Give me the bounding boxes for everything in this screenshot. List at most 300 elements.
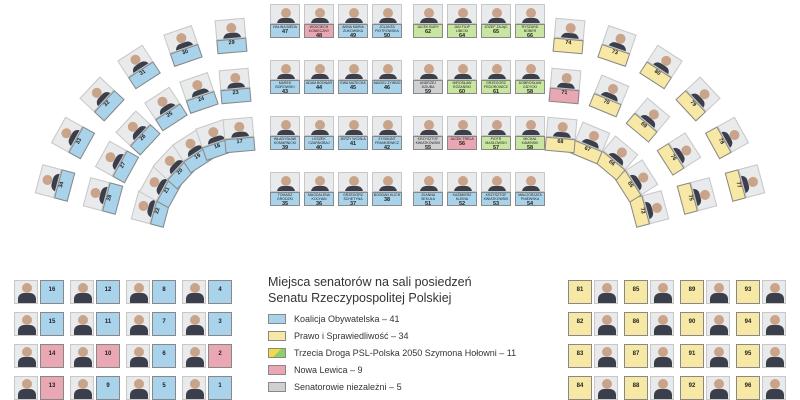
- legend-label: Senatorowie niezależni – 5: [294, 382, 402, 392]
- senator-photo: [447, 60, 477, 80]
- seat-number: 78: [716, 137, 725, 146]
- senator-photo: [304, 4, 334, 24]
- senator-seat-80: [639, 45, 683, 90]
- portrait-body: [186, 325, 204, 336]
- senator-seat-61: [481, 60, 511, 94]
- senator-photo: [594, 312, 618, 336]
- seat-number: 90: [688, 319, 696, 325]
- senator-seat-8: [126, 280, 176, 304]
- portrait-head: [281, 64, 291, 74]
- senator-seat-37: [338, 172, 368, 206]
- portrait-body: [710, 389, 728, 400]
- portrait-head: [281, 120, 291, 130]
- portrait-body: [654, 357, 672, 368]
- senator-photo: [515, 172, 545, 192]
- portrait-body: [710, 357, 728, 368]
- senator-name: WOJCIECH KONIECZNY: [308, 25, 330, 33]
- seat-number: 80: [652, 68, 662, 78]
- senator-photo: [70, 312, 94, 336]
- portrait-head: [349, 64, 359, 74]
- senator-seat-15: [14, 312, 64, 336]
- seat-label: [481, 24, 511, 38]
- senator-seat-46: [372, 60, 402, 94]
- senator-seat-68: [544, 117, 577, 153]
- seat-number: 92: [688, 383, 696, 389]
- senator-seat-11: [70, 312, 120, 336]
- senator-seat-16: [14, 280, 64, 304]
- senator-name: GRZEGORZ FEDOROWICZ: [484, 81, 508, 89]
- senator-seat-2: [182, 344, 232, 368]
- senator-seat-90: [680, 312, 730, 336]
- seat-number: 5: [162, 383, 166, 389]
- seat-number: 96: [744, 383, 752, 389]
- portrait-body: [766, 325, 784, 336]
- seat-number: 4: [218, 287, 222, 293]
- senator-name: MICHAŁ KAMIŃSKI: [521, 137, 539, 145]
- senator-photo: [762, 344, 786, 368]
- portrait-head: [458, 176, 468, 186]
- seat-label: [208, 280, 232, 304]
- senator-seat-51: [413, 172, 443, 206]
- seat-label: [152, 280, 176, 304]
- senator-seat-52: [447, 172, 477, 206]
- seat-number: 56: [458, 141, 466, 147]
- seat-label: [338, 192, 368, 206]
- seat-number: 41: [349, 141, 357, 147]
- seat-label: [96, 376, 120, 400]
- senator-seat-24: [179, 72, 218, 114]
- seat-label: [304, 80, 334, 94]
- title-line-2: Senatu Rzeczypospolitej Polskiej: [268, 291, 452, 305]
- seat-label: [549, 87, 580, 104]
- seat-label: [270, 24, 300, 38]
- senator-seat-70: [589, 75, 630, 118]
- senator-seat-76: [656, 133, 701, 177]
- senator-seat-58: [515, 60, 545, 94]
- seat-number: 44: [315, 85, 323, 91]
- senator-photo: [218, 67, 250, 90]
- seat-number: 95: [744, 351, 752, 357]
- portrait-head: [770, 379, 780, 389]
- senator-photo: [413, 60, 443, 80]
- seat-number: 65: [492, 29, 500, 35]
- senator-seat-88: [624, 376, 674, 400]
- senator-photo: [182, 280, 206, 304]
- portrait-head: [134, 315, 144, 325]
- legend-swatch: [268, 382, 286, 392]
- senator-seat-55: [413, 116, 443, 150]
- seat-number: 48: [315, 33, 323, 38]
- portrait-head: [281, 8, 291, 18]
- seat-label: [624, 376, 648, 400]
- portrait-body: [74, 325, 92, 336]
- senator-photo: [70, 280, 94, 304]
- portrait-head: [526, 64, 536, 74]
- senator-photo: [270, 116, 300, 136]
- seat-label: [225, 137, 256, 154]
- senator-seat-14: [14, 344, 64, 368]
- portrait-head: [770, 283, 780, 293]
- seat-number: 47: [281, 29, 289, 35]
- senator-seat-66: [515, 4, 545, 38]
- senator-photo: [338, 4, 368, 24]
- seat-label: [304, 192, 334, 206]
- senator-photo: [372, 4, 402, 24]
- senator-seat-54: [515, 172, 545, 206]
- seat-number: 10: [104, 351, 112, 357]
- portrait-body: [18, 357, 36, 368]
- seat-label: [624, 312, 648, 336]
- senator-seat-94: [736, 312, 786, 336]
- seat-number: 79: [688, 99, 698, 108]
- portrait-head: [134, 283, 144, 293]
- seat-number: 36: [315, 201, 323, 206]
- seat-number: 74: [565, 39, 573, 46]
- portrait-head: [526, 176, 536, 186]
- seat-number: 14: [48, 351, 56, 357]
- senator-seat-79: [676, 76, 721, 121]
- senator-photo: [126, 376, 150, 400]
- seat-number: 27: [118, 161, 128, 170]
- senator-photo: [650, 280, 674, 304]
- senator-name: MACIEJ ŻYWNO: [373, 81, 401, 85]
- senator-seat-74: [553, 18, 586, 54]
- seat-label: [447, 24, 477, 38]
- senator-photo: [481, 60, 511, 80]
- portrait-head: [22, 379, 32, 389]
- seat-label: [447, 192, 477, 206]
- senator-seat-47: [270, 4, 300, 38]
- portrait-body: [74, 357, 92, 368]
- senator-seat-12: [70, 280, 120, 304]
- senator-photo: [126, 280, 150, 304]
- senator-seat-92: [680, 376, 730, 400]
- portrait-body: [130, 325, 148, 336]
- seat-number: 42: [383, 145, 391, 150]
- portrait-head: [349, 8, 359, 18]
- seat-number: 50: [383, 33, 391, 38]
- senator-seat-83: [568, 344, 618, 368]
- seat-number: 1: [218, 383, 222, 389]
- senator-photo: [372, 60, 402, 80]
- seat-label: [304, 24, 334, 38]
- seat-number: 3: [218, 319, 222, 325]
- senator-seat-62: [413, 4, 443, 38]
- portrait-body: [766, 293, 784, 304]
- portrait-head: [281, 176, 291, 186]
- portrait-head: [190, 315, 200, 325]
- senator-name: ADAM BODNAR: [305, 81, 333, 85]
- seat-number: 67: [583, 145, 592, 154]
- senator-name: JÓZEF ZAJĄC: [484, 25, 508, 29]
- portrait-head: [349, 120, 359, 130]
- senator-photo: [270, 4, 300, 24]
- seat-number: 12: [104, 287, 112, 293]
- senator-seat-50: [372, 4, 402, 38]
- legend-label: Prawo i Sprawiedliwość – 34: [294, 331, 409, 341]
- senator-seat-4: [182, 280, 232, 304]
- seat-number: 49: [349, 33, 357, 38]
- seat-number: 29: [227, 39, 235, 46]
- senator-seat-45: [338, 60, 368, 94]
- portrait-body: [598, 357, 616, 368]
- senator-name: KRZYSZTOF KWIATKOWSKI: [415, 137, 441, 145]
- seat-label: [544, 137, 575, 154]
- legend-swatch: [268, 365, 286, 375]
- senator-seat-3: [182, 312, 232, 336]
- seat-label: [447, 80, 477, 94]
- senator-name: MAREK BOROWSKI: [275, 81, 295, 89]
- seat-number: 87: [632, 351, 640, 357]
- seat-number: 23: [232, 89, 239, 96]
- seat-label: [624, 280, 648, 304]
- portrait-head: [602, 315, 612, 325]
- seat-label: [736, 344, 760, 368]
- seat-label: [736, 280, 760, 304]
- seat-number: 53: [492, 201, 500, 206]
- seat-label: [96, 280, 120, 304]
- seat-label: [736, 312, 760, 336]
- senator-seat-53: [481, 172, 511, 206]
- seat-label: [680, 344, 704, 368]
- senator-seat-6: [126, 344, 176, 368]
- portrait-head: [190, 379, 200, 389]
- portrait-body: [766, 357, 784, 368]
- seat-number: 66: [607, 159, 617, 169]
- seat-label: [270, 136, 300, 150]
- portrait-head: [225, 22, 236, 33]
- senator-seat-75: [677, 177, 718, 215]
- senator-photo: [14, 376, 38, 400]
- senator-photo: [338, 116, 368, 136]
- seat-label: [152, 344, 176, 368]
- senator-photo: [372, 116, 402, 136]
- senator-seat-58: [515, 116, 545, 150]
- seat-number: 57: [492, 145, 500, 150]
- seat-number: 17: [236, 139, 244, 146]
- portrait-head: [424, 176, 434, 186]
- seat-label: [372, 136, 402, 150]
- senator-seat-41: [338, 116, 368, 150]
- portrait-body: [654, 389, 672, 400]
- seat-label: [568, 312, 592, 336]
- senator-seat-86: [624, 312, 674, 336]
- seat-label: [208, 344, 232, 368]
- senator-photo: [447, 116, 477, 136]
- senator-seat-13: [14, 376, 64, 400]
- senator-seat-57: [481, 116, 511, 150]
- seat-label: [152, 376, 176, 400]
- seat-number: 61: [492, 89, 500, 94]
- seat-number: 94: [744, 319, 752, 325]
- senator-seat-44: [304, 60, 334, 94]
- senator-seat-40: [304, 116, 334, 150]
- seat-number: 71: [561, 89, 568, 96]
- seat-label: [447, 136, 477, 150]
- senator-name: JAN FILIP LIBICKI: [454, 25, 470, 33]
- senator-photo: [126, 344, 150, 368]
- senator-photo: [214, 18, 246, 41]
- senator-photo: [447, 172, 477, 192]
- seat-label: [413, 24, 443, 38]
- portrait-head: [78, 315, 88, 325]
- senator-seat-43: [270, 60, 300, 94]
- seat-label: [568, 344, 592, 368]
- portrait-head: [658, 315, 668, 325]
- seat-label: [208, 376, 232, 400]
- seat-number: 77: [734, 181, 743, 189]
- senator-photo: [338, 60, 368, 80]
- portrait-head: [383, 8, 393, 18]
- senator-name: HALINA BIEDA: [273, 25, 297, 29]
- seat-number: 13: [48, 383, 56, 389]
- seat-number: 8: [162, 287, 166, 293]
- diagram-title: [268, 274, 472, 306]
- senator-photo: [182, 312, 206, 336]
- senator-seat-35: [270, 172, 300, 206]
- seat-number: 32: [102, 99, 112, 108]
- seat-number: 7: [162, 319, 166, 325]
- senator-name: MAGDALENA KOCHAN: [308, 193, 330, 201]
- portrait-body: [18, 325, 36, 336]
- senator-name: MIROSŁAW RÓŻAŃSKI: [452, 81, 472, 89]
- legend-label: Nowa Lewica – 9: [294, 365, 363, 375]
- senator-photo: [70, 376, 94, 400]
- portrait-head: [315, 120, 325, 130]
- portrait-head: [383, 120, 393, 130]
- portrait-head: [602, 283, 612, 293]
- senator-name: PIOTR MASŁOWSKI: [485, 137, 507, 145]
- seat-number: 93: [744, 287, 752, 293]
- senator-seat-56: [447, 116, 477, 150]
- seat-label: [96, 312, 120, 336]
- senator-seat-10: [70, 344, 120, 368]
- seat-number: 54: [526, 201, 534, 206]
- portrait-body: [710, 325, 728, 336]
- senator-name: JACEK BURY: [417, 25, 439, 29]
- seat-label: [96, 344, 120, 368]
- portrait-body: [598, 293, 616, 304]
- portrait-head: [230, 72, 241, 83]
- seat-number: 20: [175, 167, 185, 176]
- seat-number: 18: [213, 143, 222, 151]
- portrait-head: [492, 8, 502, 18]
- seat-number: 88: [632, 383, 640, 389]
- senator-seat-82: [568, 312, 618, 336]
- seat-number: 34: [57, 181, 66, 189]
- senator-seat-59: [413, 60, 443, 94]
- senator-photo: [706, 376, 730, 400]
- senator-name: BOGDAN KLICH: [373, 193, 401, 197]
- seat-label: [152, 312, 176, 336]
- seat-number: 70: [602, 98, 611, 107]
- senator-photo: [706, 280, 730, 304]
- seat-label: [481, 136, 511, 150]
- portrait-head: [492, 64, 502, 74]
- portrait-body: [186, 389, 204, 400]
- senator-seat-48: [304, 4, 334, 38]
- seat-label: [481, 192, 511, 206]
- senator-photo: [515, 116, 545, 136]
- senator-photo: [304, 60, 334, 80]
- portrait-body: [18, 389, 36, 400]
- senator-name: KRZYSZTOF KWIATKOWSKI: [483, 193, 509, 201]
- senator-name: JOLANTA PIOTROWSKA: [375, 25, 399, 33]
- senator-name: JERZY WCISŁA: [340, 137, 366, 141]
- portrait-head: [383, 176, 393, 186]
- portrait-head: [78, 347, 88, 357]
- seat-number: 73: [610, 48, 619, 57]
- seat-number: 6: [162, 351, 166, 357]
- senator-seat-34: [35, 164, 76, 202]
- senator-name: JACEK TRELA: [450, 137, 474, 141]
- portrait-head: [134, 347, 144, 357]
- portrait-head: [561, 72, 572, 83]
- seat-number: 31: [138, 68, 148, 78]
- seat-label: [40, 376, 64, 400]
- seat-label: [515, 80, 545, 94]
- legend-label: Trzecia Droga PSL-Polska 2050 Szymona Hołowni – 11: [294, 348, 517, 358]
- seat-label: [270, 192, 300, 206]
- portrait-head: [770, 347, 780, 357]
- seat-number: 25: [165, 110, 175, 120]
- legend-swatch: [268, 348, 286, 358]
- senator-photo: [413, 116, 443, 136]
- seat-label: [338, 80, 368, 94]
- senator-seat-36: [304, 172, 334, 206]
- portrait-body: [710, 293, 728, 304]
- portrait-head: [458, 120, 468, 130]
- seat-number: 59: [424, 89, 432, 94]
- senator-seat-28: [83, 177, 124, 215]
- portrait-body: [654, 325, 672, 336]
- portrait-body: [74, 389, 92, 400]
- seat-number: 58: [526, 89, 534, 94]
- seat-label: [680, 280, 704, 304]
- senator-photo: [372, 172, 402, 192]
- seat-label: [220, 87, 251, 104]
- portrait-body: [598, 389, 616, 400]
- portrait-head: [658, 283, 668, 293]
- portrait-head: [492, 120, 502, 130]
- portrait-head: [602, 347, 612, 357]
- senator-seat-96: [736, 376, 786, 400]
- seat-number: 83: [576, 351, 584, 357]
- senator-seat-38: [372, 172, 402, 206]
- seat-number: 66: [526, 33, 534, 38]
- senator-photo: [515, 60, 545, 80]
- portrait-head: [458, 64, 468, 74]
- seat-label: [216, 37, 247, 54]
- senator-photo: [14, 312, 38, 336]
- senator-photo: [650, 344, 674, 368]
- seat-label: [40, 312, 64, 336]
- senator-seat-30: [163, 25, 202, 67]
- portrait-head: [424, 64, 434, 74]
- senator-photo: [554, 18, 586, 41]
- senator-photo: [481, 116, 511, 136]
- seat-number: 89: [688, 287, 696, 293]
- senator-seat-17: [223, 117, 256, 153]
- senator-photo: [70, 344, 94, 368]
- seat-number: 38: [383, 197, 391, 203]
- seat-number: 24: [197, 95, 206, 104]
- portrait-body: [130, 357, 148, 368]
- portrait-head: [658, 347, 668, 357]
- senator-photo: [14, 280, 38, 304]
- seat-number: 91: [688, 351, 696, 357]
- seat-number: 55: [424, 145, 432, 150]
